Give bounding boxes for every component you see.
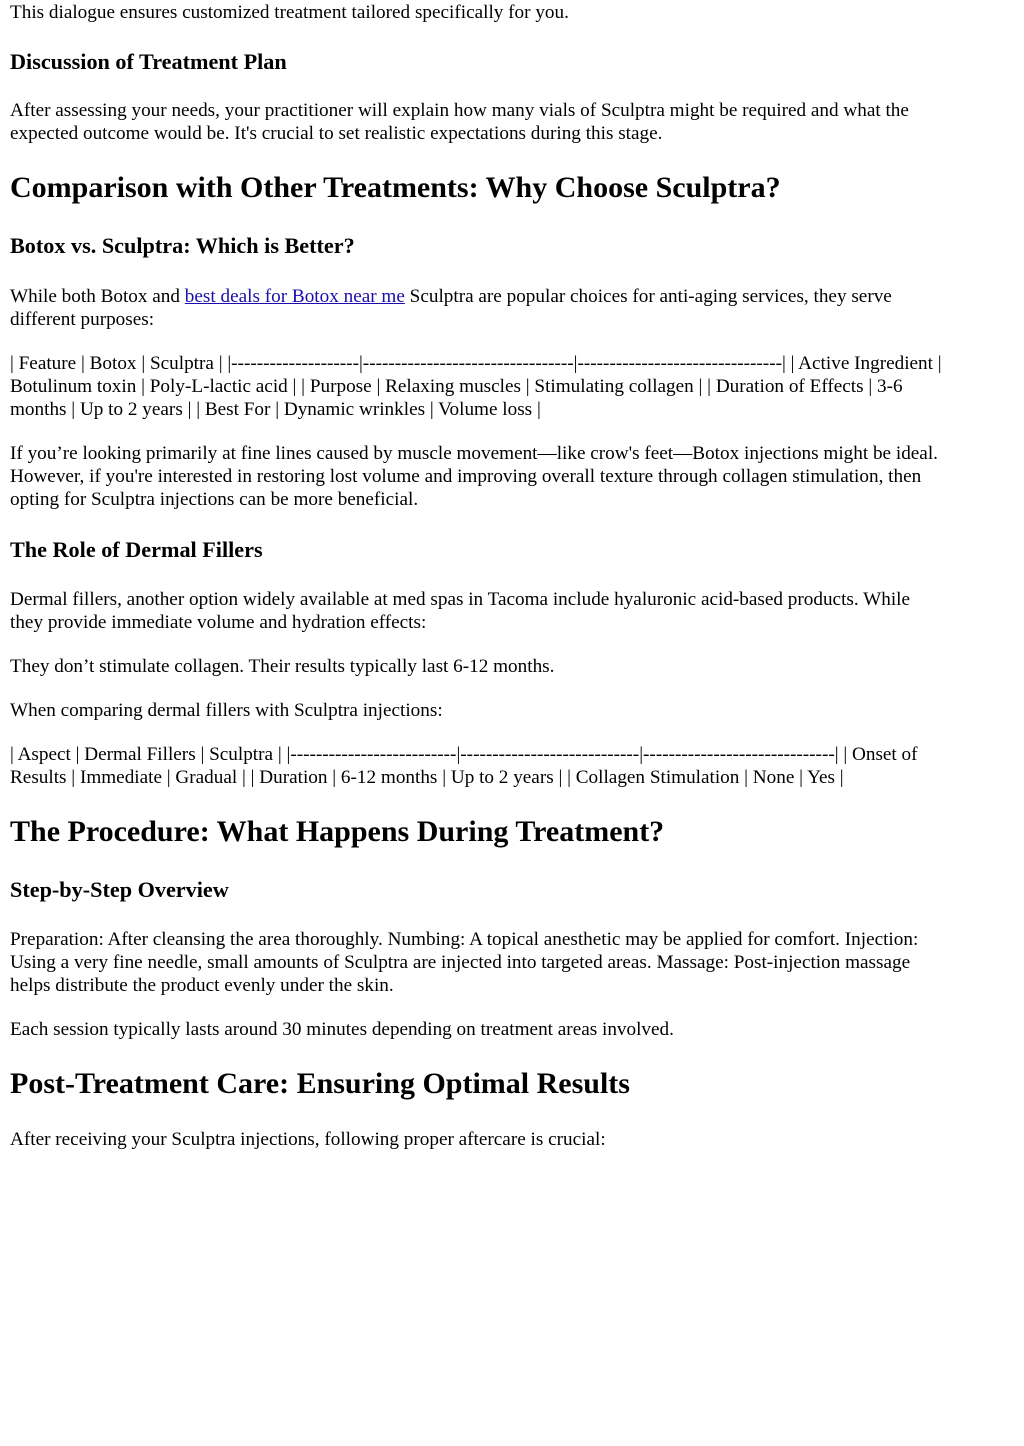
paragraph-after-assessing-line-1: After assessing your needs, your practitioner will explain how many vials of Sculptra might be required and what the bbox=[10, 100, 909, 121]
paragraph-while-both-text-before: While both Botox and bbox=[10, 286, 185, 307]
paragraph-if-youre-looking-line-3: opting for Sculptra injections can be more beneficial. bbox=[10, 489, 419, 510]
paragraph-after-assessing-line-2: expected outcome would be. It's crucial to set realistic expectations during this stage. bbox=[10, 123, 663, 144]
paragraph-preparation-line-2: Using a very fine needle, small amounts of Sculptra are injected into targeted areas. Massage: Post-injection massage bbox=[10, 952, 911, 973]
table-botox-sculptra-line-3: months | Up to 2 years | | Best For | Dynamic wrinkles | Volume loss | bbox=[10, 399, 541, 420]
paragraph-if-youre-looking-line-2: However, if you're interested in restoring lost volume and improving overall texture through collagen stimulation, then bbox=[10, 466, 922, 487]
table-fillers-sculptra-line-1: | Aspect | Dermal Fillers | Sculptra | |--------------------------|----------------------------|------------------------------| | Onset of bbox=[10, 744, 918, 765]
paragraph-if-youre-looking-line-1: If you’re looking primarily at fine lines caused by muscle movement—like crow's feet—Botox injections might be ideal. bbox=[10, 443, 938, 464]
paragraph-when-comparing: When comparing dermal fillers with Sculptra injections: bbox=[10, 700, 443, 721]
best-deals-botox-link[interactable]: best deals for Botox near me bbox=[184, 286, 405, 307]
heading-role-of-dermal-fillers: The Role of Dermal Fillers bbox=[10, 537, 263, 562]
paragraph-after-receiving: After receiving your Sculptra injections, following proper aftercare is crucial: bbox=[10, 1129, 606, 1150]
paragraph-while-both-text-after: Sculptra are popular choices for anti-aging services, they serve bbox=[404, 286, 892, 307]
paragraph-each-session: Each session typically lasts around 30 minutes depending on treatment areas involved. bbox=[10, 1019, 674, 1040]
heading-post-treatment-care: Post-Treatment Care: Ensuring Optimal Results bbox=[10, 1067, 630, 1100]
paragraph-dermal-fillers-line-2: they provide immediate volume and hydration effects: bbox=[10, 612, 427, 633]
heading-step-by-step-overview: Step-by-Step Overview bbox=[10, 877, 229, 902]
paragraph-preparation-line-3: helps distribute the product evenly under the skin. bbox=[10, 975, 394, 996]
heading-discussion-of-treatment-plan: Discussion of Treatment Plan bbox=[10, 49, 287, 74]
paragraph-dialogue: This dialogue ensures customized treatment tailored specifically for you. bbox=[10, 2, 569, 23]
table-botox-sculptra-line-1: | Feature | Botox | Sculptra | |--------------------|---------------------------------|--------------------------------| | Active Ingredient | bbox=[10, 353, 942, 374]
paragraph-preparation-line-1: Preparation: After cleansing the area thoroughly. Numbing: A topical anesthetic may be applied for comfort. Injection: bbox=[10, 929, 919, 950]
paragraph-dont-stimulate-collagen: They don’t stimulate collagen. Their results typically last 6-12 months. bbox=[10, 656, 555, 677]
table-botox-sculptra-line-2: Botulinum toxin | Poly-L-lactic acid | | Purpose | Relaxing muscles | Stimulating collagen | | Duration of Effects | 3-6 bbox=[10, 376, 903, 397]
table-fillers-sculptra-line-2: Results | Immediate | Gradual | | Duration | 6-12 months | Up to 2 years | | Collagen Stimulation | None | Yes | bbox=[10, 767, 844, 788]
heading-botox-vs-sculptra: Botox vs. Sculptra: Which is Better? bbox=[10, 233, 355, 258]
paragraph-dermal-fillers-line-1: Dermal fillers, another option widely available at med spas in Tacoma include hyaluronic acid-based products. While bbox=[10, 589, 911, 610]
heading-comparison-with-other-treatments: Comparison with Other Treatments: Why Choose Sculptra? bbox=[10, 171, 781, 204]
paragraph-while-both-line-1 bbox=[10, 285, 892, 308]
heading-the-procedure: The Procedure: What Happens During Treatment? bbox=[10, 815, 665, 848]
paragraph-while-both-line-2: different purposes: bbox=[10, 309, 155, 330]
